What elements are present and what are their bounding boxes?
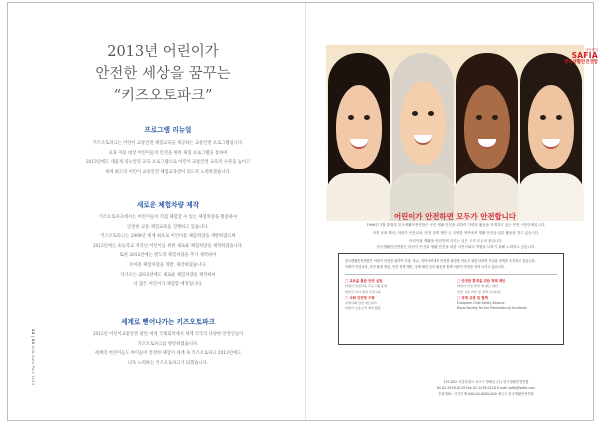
section-body-vehicle <box>50 213 286 290</box>
body-line: 안전한 교통 체험교육을 진행하고 있습니다. <box>127 224 209 230</box>
body-line: 키즈오토파크를 방문하였습니다. <box>137 341 199 347</box>
body-line: 다가오는 2013년에도 새로운 체험차량을 제작하여 <box>120 272 216 278</box>
footer-line: Tel 02.3476.0119 Fax 02.3476.0118 E-mail safia@safia.com <box>436 386 536 390</box>
intro-line: 어린이와 생활을 안전하게 지키는 일은 우리 모두의 몫입니다. <box>409 238 503 243</box>
title-line: “키즈오토파크” <box>113 88 213 104</box>
box-item: European Child Safety Alliance <box>457 301 505 305</box>
body-line: 2013년에도 새롭게 리뉴얼된 교육 프로그램으로 어린이 교통안전 교육의 수준을 높이고 <box>85 160 251 166</box>
box-column-left <box>345 278 453 312</box>
body-line: 유아용 체험차량을 개발, 제작하였습니다. <box>129 262 207 268</box>
children-photo <box>326 45 584 221</box>
logo-brand: SAFIA <box>571 51 598 60</box>
body-line: 또한 2012년에는 별도의 체험차량을 추가 제작하여 <box>119 253 217 259</box>
box-item: 안전 기준 마련 및 정책 모니터링 <box>457 289 501 294</box>
info-box <box>338 253 564 345</box>
box-heading: □ 국제 교류 및 협력 <box>457 296 488 300</box>
body-line: 키즈오토파크에서는 어린이들이 직접 체험할 수 있는 체험차량을 활용하여 <box>98 215 238 220</box>
box-divider <box>345 274 557 275</box>
body-line: 2012년 어린이교통안전 관련 세계 국제회의에서 세계 각국의 다양한 안전인들이 <box>92 332 244 337</box>
child-portrait <box>454 45 520 221</box>
section-body-global <box>50 330 286 368</box>
body-line: 키즈오토파크는 2009년 세계 최초로 어린이용 체험차량을 개발하였으며 <box>100 234 236 240</box>
safia-logo <box>538 48 598 64</box>
logo-small-text: 사단법인 <box>584 48 598 52</box>
section-heading-renewal: 프로그램 리뉴얼 <box>144 126 192 134</box>
body-line: 더 많은 어린이가 체험할 예정입니다. <box>133 282 203 288</box>
body-line: 교육 이용 대상 어린이들의 안전을 위한 체험 프로그램을 통하여 <box>108 150 228 156</box>
box-item: Royal Society for the Prevention of Accidents <box>457 306 527 311</box>
headline: 어린이가 안전하면 모두가 안전합니다 <box>394 212 516 221</box>
right-page <box>306 3 598 420</box>
body-line: 더욱 노력하는 키즈오토파크가 되겠습니다. <box>127 360 209 366</box>
box-heading: □ 사회 안전망 구축 <box>345 296 375 300</box>
intro-line: 안전 문화 확산, 어린이 안전교육, 안전 정책 제안 등 다양한 영역에서 생활 안전을 위한 활동을 하고 있습니다. <box>372 230 540 235</box>
section-body-renewal <box>50 139 286 177</box>
section-heading-vehicle: 새로운 체험차량 제작 <box>137 201 199 209</box>
footer-line: 137-832 서울특별시 서초구 방배동 (주) 한국생활안전연합 <box>443 380 529 384</box>
footer-line: 후원계좌 : 국민은행 000-00-0000-000 예금주 한국생활안전연합 <box>438 392 534 396</box>
left-page <box>8 3 306 420</box>
contact-footer <box>386 379 586 397</box>
body-line: 세계 최고의 어린이 교통안전 체험교육장이 되도록 노력하겠습니다. <box>105 169 231 175</box>
body-line: 세계의 어린이들도 아이들이 안전한 체험이 세계 속 키즈오토파크 2013년에도 <box>94 351 242 357</box>
brochure-spread <box>7 2 598 421</box>
box-heading: □ 안전한 환경을 위한 정책 제안 <box>457 279 506 284</box>
running-title: Kids Auto Park 2012 <box>31 345 35 386</box>
page-folio <box>30 329 35 386</box>
logo-org: 한국생활안전연합 <box>564 60 598 65</box>
box-lead-line: 한국생활안전연합은 어린이 안전을 위하여 가정, 학교, 지역사회에서 안전한 환경을 만들기 위한 다양한 사업과 정책을 추진하고 있습니다. <box>345 259 536 263</box>
box-item: 어린이 보호구역 개선 활동 <box>345 306 381 311</box>
child-portrait <box>518 45 584 221</box>
body-line: 2013년에는 초등학교 저학년 어린이를 위한 새로운 체험차량을 제작하였습니다. <box>92 243 244 249</box>
section-heading-global: 세계로 뻗어나가는 키즈오토파크 <box>121 318 215 326</box>
page-title <box>48 41 278 107</box>
box-item: 어린이 안전 관련 법·제도 개선 <box>457 284 498 289</box>
box-item: 어린이 안전교육 프로그램 운영 <box>345 284 387 289</box>
box-column-right <box>457 278 565 312</box>
box-columns <box>345 278 557 338</box>
box-lead-line: 어린이 안전교육, 안전 환경 개선, 안전 정책 제안, 국제 협력 등의 활동을 통해 어린이 안전을 지켜 나가고 있습니다. <box>345 264 505 269</box>
box-item: 지역사회 안전 네트워크 <box>345 301 377 305</box>
title-line: 2013년 어린이가 <box>107 44 219 60</box>
page-number: 22 | 23 <box>31 329 35 345</box>
intro-line: 한국생활안전연합은 어린이 안전과 생활 안전을 위한 시민사회의 역할을 다하기 위해 노력하고 있습니다. <box>376 245 536 249</box>
title-line: 안전한 세상을 꿈꾸는 <box>95 66 231 82</box>
box-item: 학부모·교사 대상 안전교육 <box>345 289 381 294</box>
intro-text-secondary <box>330 244 582 252</box>
box-heading: □ 교육을 통한 안전 실천 <box>345 279 383 284</box>
intro-line: 1996년 2월 출범한 한국생활안전연합은 국민 생활 안전을 위하여 다양한 활동을 전개하고 있는 안전 시민단체입니다. <box>366 223 546 227</box>
intro-text <box>330 222 582 245</box>
child-portrait <box>326 45 392 221</box>
body-line: 키즈오토파크는 어린이 교통안전 체험교육을 제공하는 교통안전 프로그램입니다. <box>92 141 244 146</box>
child-portrait <box>390 45 456 221</box>
